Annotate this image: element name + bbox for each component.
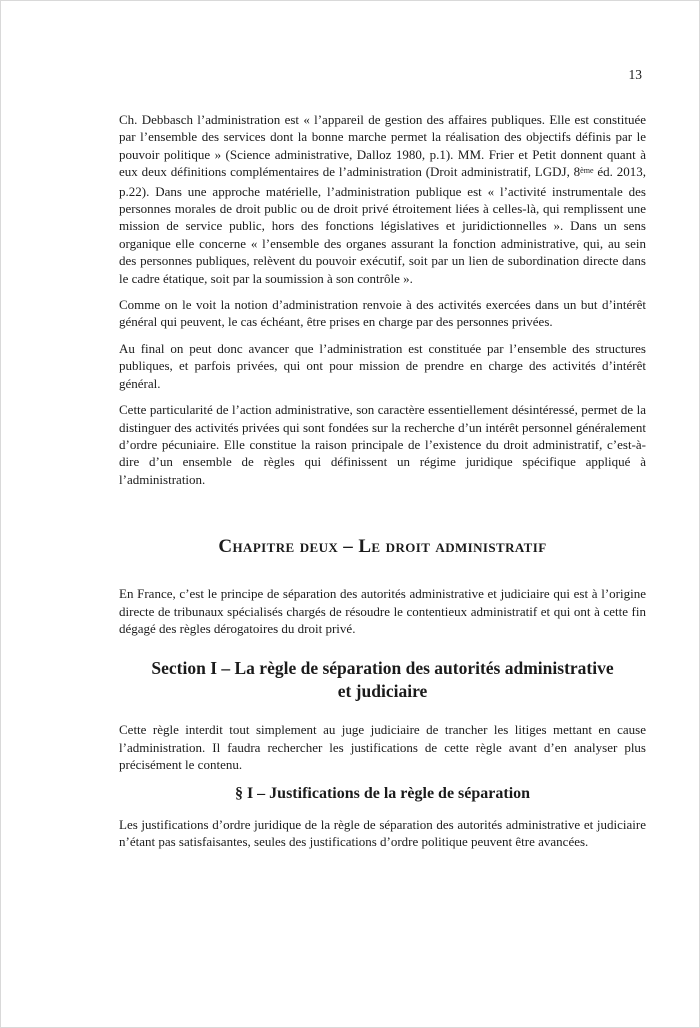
chapter-heading: Chapitre deux – Le droit administratif [218,536,547,558]
paragraph-1-text-after-superscript: éd. 2013, p.22). Dans une approche matérielle, l’administration publique est « l’activité instrumentale des personnes morales de droit public ou de droit privé étroitement liées à celles-là, qui remplissent une mission de service public, hors des fonctions législatives et juridictionnelles ». Dans un sens organique elle concerne « l’ensemble des organes assurant la fonction administrative, qui, au sein des personnes publiques, relèvent du pouvoir exécutif, soit par un lien de subordination directe dans le cadre étatique, soit par la soumission à son contrôle ». [119,164,646,286]
paragraph-particularite: Cette particularité de l’action administrative, son caractère essentiellement désintéressé, permet de la distinguer des activités privées qui sont fondées sur la recherche d’un intérêt personnel généralement d’ordre pécuniaire. Elle constitue la raison principale de l’existence du droit administratif, c’est-à-dire d’un ensemble de règles qui définissent un régime juridique spécifique appliqué à l’administration. [119,402,646,487]
superscript-edition: ème [580,165,594,175]
page-content [1,1,699,850]
paragraph-definition-administration [119,111,646,287]
page-number: 13 [628,67,642,82]
section-heading [119,657,646,703]
paragraph-1-text-before-superscript: Ch. Debbasch l’administration est « l’appareil de gestion des affaires publiques. Elle est constituée par l’ensemble des services dont la bonne marche permet la réalisation des objectifs définis par le pouvoir politique » (Science administrative, Dalloz 1980, p.1). MM. Frier et Petit donnent quant à eux deux définitions complémentaires de l’administration (Droit administratif, LGDJ, 8 [119,112,646,180]
subsection-heading-justifications: § I – Justifications de la règle de séparation [234,784,531,802]
paragraph-cette-regle: Cette règle interdit tout simplement au juge judiciaire de trancher les litiges mettant en cause l’administration. Il faudra rechercher les justifications de cette règle avant d’en analyser plus précisément le contenu. [119,722,646,773]
section-heading-line-2: et judiciaire [337,681,428,702]
paragraph-en-france: En France, c’est le principe de séparation des autorités administrative et judiciaire qui est à l’origine directe de tribunaux spécialisés chargés de résoudre le contentieux administratif et qui ont à cette fin dégagé des règles dérogatoires du droit privé. [119,586,646,636]
section-heading-line-1: Section I – La règle de séparation des autorités administrative [151,658,614,679]
paragraph-notion-administration: Comme on le voit la notion d’administration renvoie à des activités exercées dans un but d’intérêt général qui peuvent, le cas échéant, être prises en charge par des personnes privées. [119,297,646,330]
paragraph-au-final: Au final on peut donc avancer que l’administration est constituée par l’ensemble des structures publiques, et parfois privées, qui ont pour mission de prendre en charge des activités d’intérêt général. [119,340,646,391]
paragraph-justifications: Les justifications d’ordre juridique de la règle de séparation des autorités administrative et judiciaire n’étant pas satisfaisantes, seules des justifications d’ordre politique peuvent être avancées. [119,816,646,849]
